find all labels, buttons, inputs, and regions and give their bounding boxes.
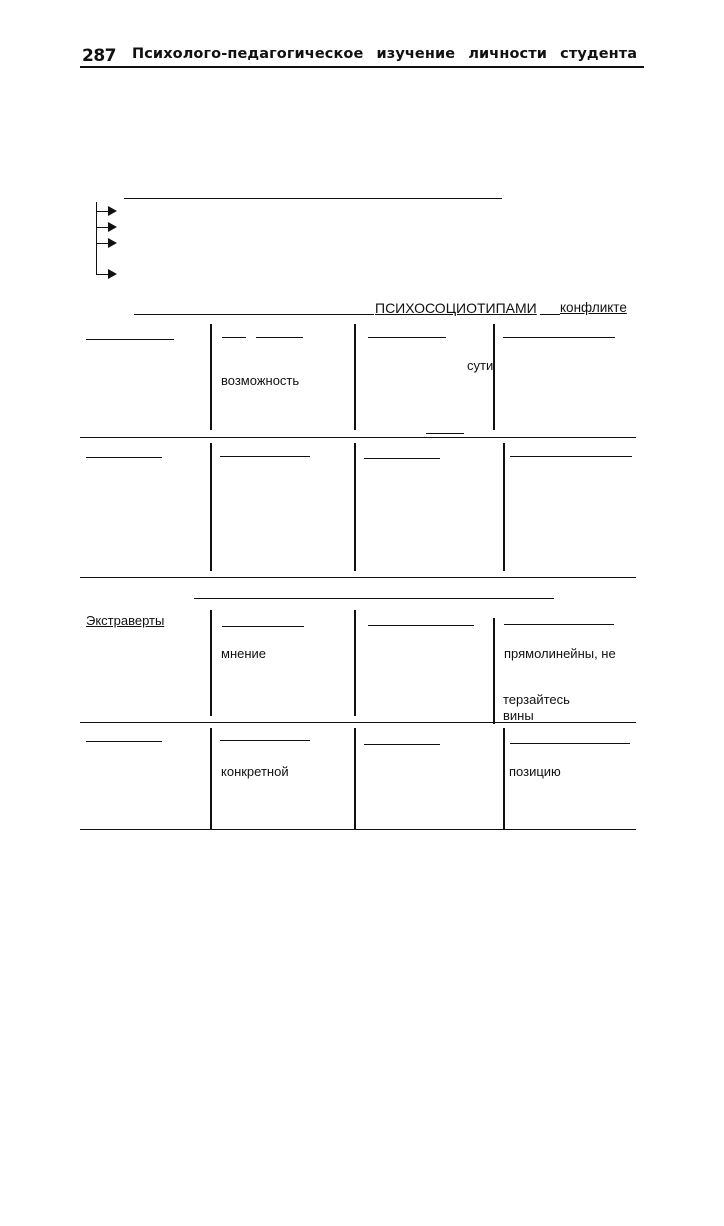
cell-rule: [222, 626, 304, 627]
cell-rule: [86, 457, 162, 458]
page-number: 287: [82, 46, 116, 66]
column-divider: [210, 728, 212, 829]
section-heading-rule: [134, 314, 374, 315]
cell-rule: [364, 458, 440, 459]
cell-rule: [510, 456, 632, 457]
column-divider: [210, 443, 212, 571]
column-divider: [503, 728, 505, 829]
column-divider: [503, 443, 505, 571]
cell-rule: [86, 741, 162, 742]
row-rule: [80, 722, 636, 723]
column-divider: [354, 324, 356, 430]
column-divider: [493, 618, 495, 724]
section-heading-word-2: конфликте: [560, 300, 627, 315]
cell-text-position: позицию: [509, 764, 561, 779]
column-divider: [493, 324, 495, 430]
cell-rule: [504, 624, 614, 625]
cell-rule: [220, 740, 310, 741]
header-rule: [80, 66, 644, 68]
cell-rule: [510, 743, 630, 744]
cell-rule: [220, 456, 310, 457]
arrow-line-2: [96, 227, 108, 228]
column-divider: [210, 324, 212, 430]
cell-text-straightforward: прямолинейны, не: [504, 646, 616, 661]
cell-rule: [426, 433, 464, 434]
arrow-right-icon: [108, 238, 117, 248]
section-heading-rule-2: [540, 314, 560, 315]
arrow-right-icon: [108, 206, 117, 216]
cell-rule: [86, 339, 174, 340]
cell-rule: [222, 337, 246, 338]
arrow-right-icon: [108, 222, 117, 232]
cell-rule: [368, 625, 474, 626]
cell-rule: [256, 337, 303, 338]
cell-text-torment: терзайтесь: [503, 692, 570, 707]
arrow-line-1: [96, 211, 108, 212]
list-top-rule: [124, 198, 502, 199]
row-label-extraverts: Экстраверты: [86, 613, 165, 628]
cell-text-concrete: конкретной: [221, 764, 289, 779]
column-divider: [210, 610, 212, 716]
cell-rule: [364, 744, 440, 745]
cell-rule: [368, 337, 446, 338]
arrow-line-4: [96, 274, 108, 275]
arrow-right-icon: [108, 269, 117, 279]
section-heading-word-1: ПСИХОСОЦИОТИПАМИ: [375, 300, 537, 316]
row-rule: [80, 829, 636, 830]
row-rule: [80, 437, 636, 438]
cell-text-possibility: возможность: [221, 373, 300, 388]
column-divider: [354, 728, 356, 829]
bracket-spine: [96, 202, 97, 275]
arrow-line-3: [96, 243, 108, 244]
cell-text-essence: сути: [467, 358, 494, 373]
running-header-title: Психолого-педагогическое изучение личности студента: [132, 46, 638, 62]
row-rule: [80, 577, 636, 578]
cell-text-opinion: мнение: [221, 646, 267, 661]
cell-text-guilt: вины: [503, 708, 534, 723]
column-divider: [354, 610, 356, 716]
sub-heading-rule: [194, 598, 554, 599]
column-divider: [354, 443, 356, 571]
cell-rule: [503, 337, 615, 338]
